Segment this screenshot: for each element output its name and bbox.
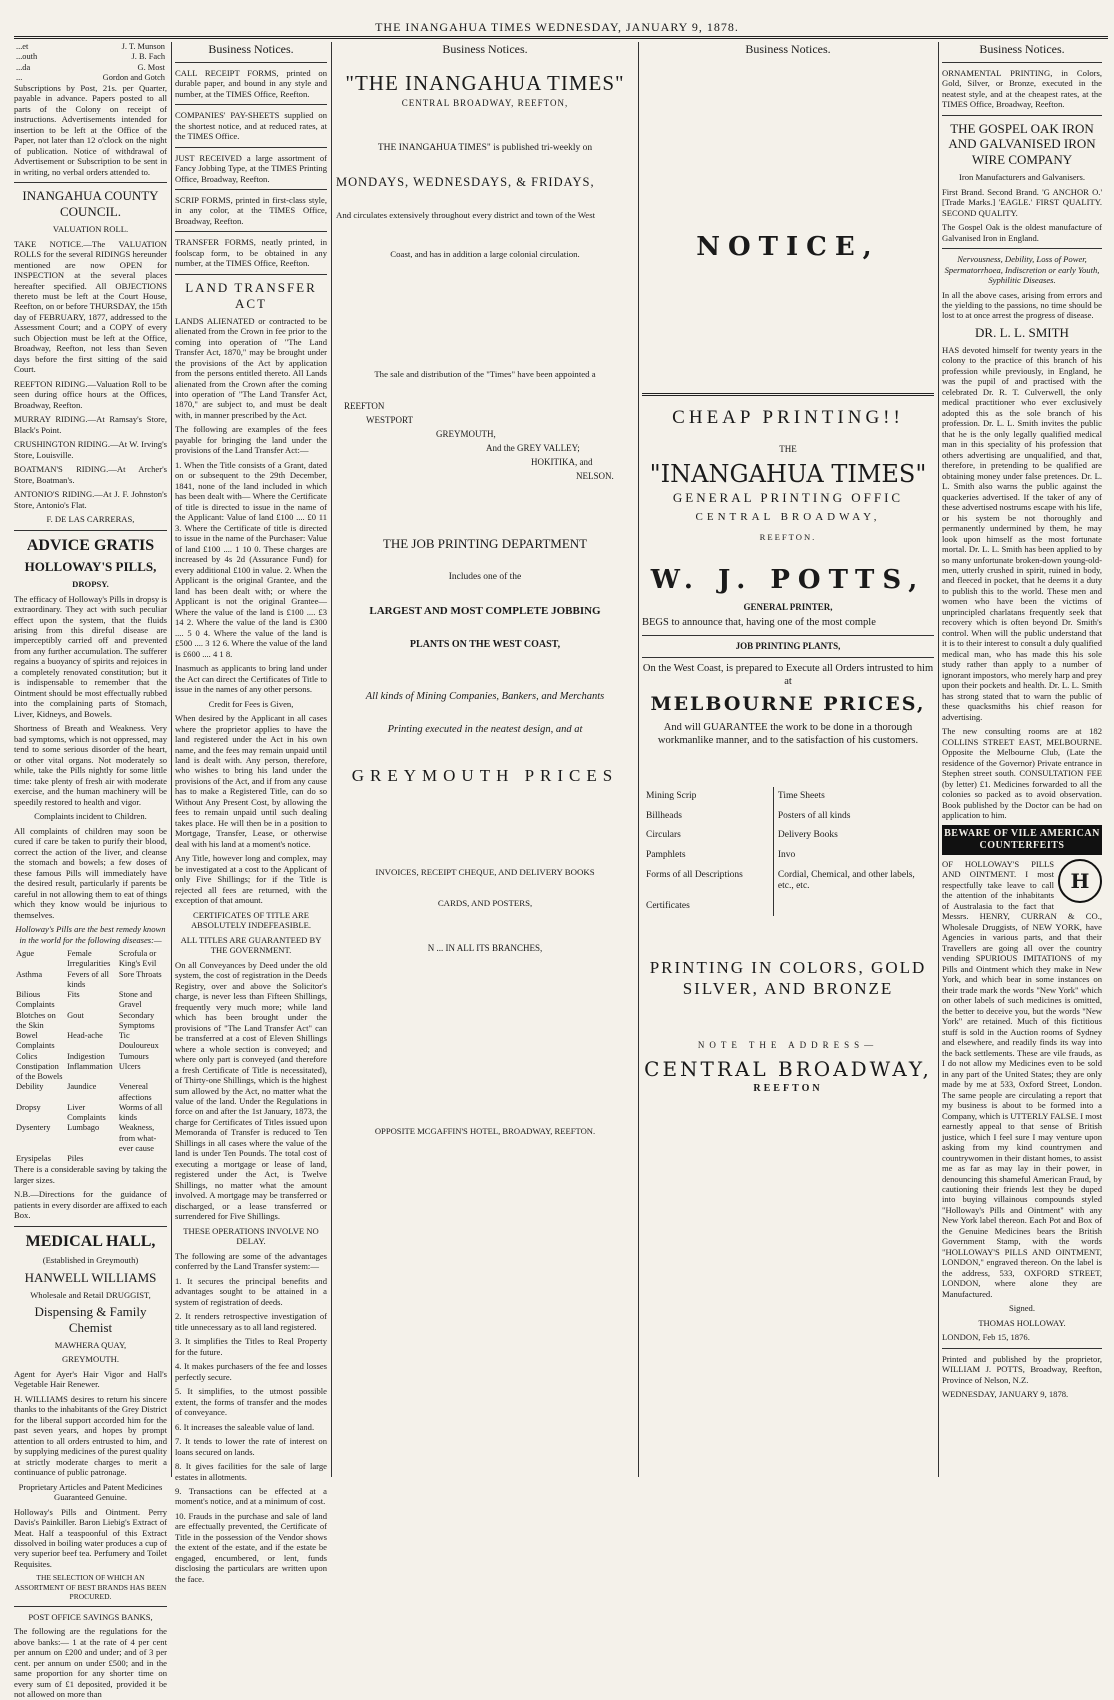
note-address: NOTE THE ADDRESS— bbox=[697, 1039, 879, 1050]
disease-cell: Scrofula or King's Evil bbox=[118, 949, 157, 969]
table-row bbox=[14, 949, 167, 970]
hanwell-name: HANWELL WILLIAMS bbox=[24, 1269, 157, 1285]
fees-intro: The following are examples of the fees payable for bringing the land under the provisions of the Land Transfer Act:— bbox=[175, 424, 327, 456]
masthead: THE INANGAHUA TIMES WEDNESDAY, JANUARY 9, 1878. bbox=[375, 20, 739, 34]
disease-cell: Erysipelas bbox=[16, 1154, 51, 1164]
ad-jobbing-type: JUST RECEIVED a large assortment of Fancy Jobbing Type, at the TIMES Printing Office, Broadway, Reefton. bbox=[175, 152, 327, 184]
disease-cell bbox=[117, 1154, 167, 1164]
column-rule bbox=[171, 42, 172, 1477]
greymouth-prices: GREYMOUTH PRICES bbox=[351, 766, 619, 786]
west-coast-line: On the West Coast, is prepared to Execute all Orders intrusted to him at bbox=[642, 662, 934, 687]
riding-item: REEFTON RIDING.—Valuation Roll to be seen during office hours at the Offices, Broadway, Reefton. bbox=[14, 378, 167, 410]
potts-name: W. J. POTTS, bbox=[650, 564, 926, 595]
column-4 bbox=[642, 42, 934, 1477]
disease-cell: Tumours bbox=[118, 1051, 149, 1061]
days-line: MONDAYS, WEDNESDAYS, & FRIDAYS, bbox=[336, 174, 595, 189]
list-item: ... Gordon and Gotch bbox=[16, 72, 165, 82]
column-header: Business Notices. bbox=[979, 42, 1065, 56]
place-item: WESTPORT bbox=[366, 415, 413, 426]
divider bbox=[175, 231, 327, 232]
table-row bbox=[14, 1103, 167, 1124]
savings-text: The following are the regulations for the above banks:— 1 at the rate of 4 per cent per annum on £200 and under; and of 3 per cent. per annum on under £500; and in the same proportion for any shorter time on every sum of £1 deposited, provided it be not allowed on more than bbox=[14, 1626, 167, 1700]
reefton-footer: REEFTON bbox=[753, 1083, 823, 1095]
disease-cell: Bowel Complaints bbox=[16, 1031, 55, 1051]
begs-line: BEGS to announce that, having one of the most comple bbox=[642, 617, 876, 629]
operations-list bbox=[175, 1276, 327, 1585]
divider bbox=[14, 1226, 167, 1227]
coast-line: Coast, and has in addition a large colonial circulation. bbox=[390, 248, 580, 259]
colors-heading: PRINTING IN COLORS, GOLD SILVER, AND BRONZE bbox=[649, 958, 927, 999]
table-row bbox=[14, 990, 167, 1011]
table-row: Certificates bbox=[642, 897, 934, 917]
saving-note: There is a considerable saving by taking the larger sizes. bbox=[14, 1164, 167, 1185]
disease-cell: Lumbago bbox=[67, 1123, 100, 1133]
disease-cell: Gout bbox=[67, 1010, 84, 1020]
places-list bbox=[336, 400, 634, 484]
central-broadway: CENTRAL BROADWAY, bbox=[695, 510, 881, 523]
place-item: And the GREY VALLEY; bbox=[486, 443, 580, 453]
list-item: 10. Frauds in the purchase and sale of land are effectually prevented, the Certificate of Title in the possession of the Vendor shows the extent of the estate, and if the estate be engaged, encumbered, or lent, funds disclosing the particulars are written upon the face. bbox=[175, 1510, 327, 1584]
divider bbox=[642, 657, 934, 658]
riding-item: CRUSHINGTON RIDING.—At W. Irving's Store, Louisville. bbox=[14, 439, 167, 460]
kinds-line: All kinds of Mining Companies, Bankers, and Merchants bbox=[365, 690, 605, 702]
cards-line: CARDS, AND POSTERS, bbox=[437, 897, 533, 908]
divider bbox=[14, 530, 167, 531]
disease-cell: Dropsy bbox=[16, 1102, 41, 1112]
table-row: Forms of all Descriptions Cordial, Chemical, and other labels, etc., etc. bbox=[642, 866, 934, 897]
credit-heading: Credit for Fees is Given, bbox=[208, 698, 294, 709]
disease-cell: Bilious Complaints bbox=[16, 990, 55, 1010]
table-row bbox=[14, 1082, 167, 1103]
children-heading: Complaints incident to Children. bbox=[34, 811, 147, 822]
fees-lines: 1. When the Title consists of a Grant, dated on or subsequent to the 29th December, 1841, none of the land included in which has been dealt with— Where the Certificate of title is directed to issue in the name of the Applicant: Value of land £100 .... £0 11 3. Where the Certificate of title is directed to issue in the name of the Purchaser: Value of land £100 .... 1 10 0. These charges are increased by 4s 2d (Assurance Fund) for every additional £100 in value. 2. When the Applicant is the original Grantee, and the land has been dealt with; or where the Applicant is not the original Grantee— Where the value of the land is £100 .... £3 14 2. Where the value of the land is £300 .... 5 0 4. Where the value of the land is £500 .... 3 12 6. Where the value of the land is £600 .... 4 1 8. bbox=[175, 459, 327, 659]
column-rule bbox=[638, 42, 639, 1477]
gospel-note: The Gospel Oak is the oldest manufacture of Galvanised Iron in England. bbox=[942, 222, 1102, 243]
place-item: REEFTON bbox=[344, 401, 385, 412]
table-row bbox=[14, 1052, 167, 1062]
disease-cell: Weakness, from what-ever cause bbox=[118, 1123, 157, 1153]
list-item: 3. It simplifies the Titles to Real Property for the future. bbox=[175, 1336, 327, 1357]
times-name: "INANGAHUA TIMES" bbox=[649, 460, 927, 489]
list-item: 1. It secures the principal benefits and advantages sought to be attained in a system of registration of deeds. bbox=[175, 1275, 327, 1307]
table-row: Mining Scrip Time Sheets bbox=[642, 787, 934, 807]
disease-cell: Piles bbox=[67, 1154, 84, 1164]
disease-cell: Ulcers bbox=[118, 1061, 141, 1071]
dr-smith-text: HAS devoted himself for twenty years in the colony to the practice of this branch of his profession while previously, in England, he was the pupil of and practised with the celebrated Dr. R. T. Culverwell, the only medical practitioner who ever exclusively adopted this as the sole branch of his profession. Dr. L. L. Smith invites the public that he is the only legally qualified medical man in this speciality of his profession that others advertising are unqualified, and that, therefore, in pretending to be qualified are obtaining money under false pretences. Dr. L. L. Smith also warns the public against the quackeries advertised. If the taker of any of these advertised nostrums escape with his life, or his system be not thoroughly and permanently undermined by them, he may look upon himself as the most fortunate mortal. Dr. L. L. Smith has been applied to by so many unfortunate broken-down young-old-men, utterly crushed in spirit, ruined in body, and fleeced in pocket, that he deems it a duty to publish this to the world. These men and women who have been the victims of unprincipled charlatans frequently seek that recovery which is often beyond Dr. Smith's control. When will the public understand that it is to their interest to consult a duly qualified medical man, who has made this his sole study rather than apply to a number of ignorant impostors, who merely harp and prey upon their pockets and health. Dr. L. L. Smith has strong stated that to warn the public of these quacksmiths his chief reason for advertising. bbox=[942, 344, 1102, 722]
table-row: Billheads Posters of all kinds bbox=[642, 807, 934, 827]
disease-cell: Dysentery bbox=[16, 1123, 51, 1133]
divider bbox=[175, 147, 327, 148]
sale-line: The sale and distribution of the "Times" have been appointed a bbox=[374, 369, 596, 380]
divider bbox=[942, 115, 1102, 116]
disease-cell: Inflammation bbox=[67, 1061, 113, 1071]
printer-line: GENERAL PRINTER, bbox=[743, 602, 833, 613]
mawhera-line: MAWHERA QUAY, bbox=[54, 1339, 127, 1350]
products-grid bbox=[642, 787, 934, 916]
published-line: THE INANGAHUA TIMES" is published tri-weekly on bbox=[377, 143, 593, 154]
disease-cell: Head-ache bbox=[67, 1031, 103, 1041]
subscription-text: Subscriptions by Post, 21s. per Quarter, payable in advance. Papers posted to all parts of the Colony on receipt of instructions. Advertisements intended for insertion to be left at the Office of the Paper, not later than 12 o'clock on the night of publication. Notice of withdrawal of Advertisement or Subscription to be sent in in writing, no verbal orders attended to. bbox=[14, 83, 167, 177]
central-broadway-footer: CENTRAL BROADWAY, bbox=[644, 1056, 932, 1081]
disease-cell: Indigestion bbox=[67, 1051, 105, 1061]
includes-line: Includes one of the bbox=[448, 571, 522, 582]
disease-cell: Female Irregularities bbox=[67, 949, 111, 969]
times-title: "THE INANGAHUA TIMES" bbox=[345, 70, 625, 95]
opposite-line: OPPOSITE MCGAFFIN'S HOTEL, BROADWAY, REEFTON. bbox=[374, 1125, 596, 1136]
ornamental-ad: ORNAMENTAL PRINTING, in Colors, Gold, Silver, or Bronze, executed in the neatest style, and at the cheapest rates, at the TIMES Office, Broadway, Reefton. bbox=[942, 67, 1102, 110]
job-plants-line: JOB PRINTING PLANTS, bbox=[735, 640, 841, 651]
list-item: ...outh J. B. Fach bbox=[16, 52, 165, 62]
reefton-line: REEFTON. bbox=[759, 532, 817, 543]
column-rule bbox=[331, 42, 332, 1477]
ad-call-receipt: CALL RECEIPT FORMS, printed on durable paper, and bound in any style and number, at the TIMES Office, Reefton. bbox=[175, 67, 327, 99]
diseases-table bbox=[14, 949, 167, 1164]
divider bbox=[14, 1606, 167, 1607]
divider bbox=[175, 274, 327, 275]
council-heading: INANGAHUA COUNTY COUNCIL. bbox=[22, 188, 159, 220]
place-item: HOKITIKA, and bbox=[531, 456, 593, 467]
established-note: (Established in Greymouth) bbox=[42, 1255, 139, 1266]
children-text: All complaints of children may soon be cured if care be taken to purify their blood, correct the action of the liver, and cleanse the stomach and bowels; a few doses of these famous Pills will immediately have the desired result, particularly if parents be careful in not allowing them to eat of things which they know would be injurious to themselves. bbox=[14, 825, 167, 920]
selection-line: THE SELECTION OF WHICH AN ASSORTMENT OF BEST BRANDS HAS BEEN PROCURED. bbox=[14, 1573, 167, 1601]
wholesale-line: Wholesale and Retail DRUGGIST, bbox=[30, 1289, 151, 1300]
disease-cell: Jaundice bbox=[67, 1082, 97, 1092]
certificates-heading: CERTIFICATES OF TITLE ARE ABSOLUTELY INDEFEASIBLE. bbox=[190, 909, 312, 931]
column-3 bbox=[336, 42, 634, 1477]
nervous-text: In all the above cases, arising from errors and the yielding to the passions, no time should be lost to at once arrest the progress of disease. bbox=[942, 289, 1102, 321]
cheap-printing-heading: CHEAP PRINTING!! bbox=[672, 407, 904, 429]
table-row bbox=[14, 1031, 167, 1052]
remedy-heading: Holloway's Pills are the best remedy known in the world for the following diseases:— bbox=[15, 924, 166, 945]
list-item: 5. It simplifies, to the utmost possible extent, the forms of transfer and the modes of conveyance. bbox=[175, 1386, 327, 1418]
land-transfer-text: LANDS ALIENATED or contracted to be alienated from the Crown in fee prior to the coming into operation of "The Land Transfer Act, 1870," may be brought under the provisions of the Act by application from the persons entitled thereto. All Lands alienated from the Crown after the coming into operation of "The Land Transfer Act, 1870," are subject to, and must be dealt with, in manner prescribed by the Act. bbox=[175, 315, 327, 420]
advice-heading: ADVICE GRATIS bbox=[26, 536, 155, 554]
melbourne-prices: MELBOURNE PRICES, bbox=[650, 692, 926, 715]
divider bbox=[642, 635, 934, 636]
job-department-heading: THE JOB PRINTING DEPARTMENT bbox=[382, 535, 588, 551]
list-item: 7. It tends to lower the rate of interest on loans secured on lands. bbox=[175, 1436, 327, 1457]
list-item: 6. It increases the saleable value of land. bbox=[175, 1421, 315, 1432]
ad-pay-sheets: COMPANIES' PAY-SHEETS supplied on the shortest notice, and at reduced rates, at the TIMES Office. bbox=[175, 110, 327, 142]
gospel-oak-heading: THE GOSPEL OAK IRON AND GALVANISED IRON WIRE COMPANY bbox=[948, 120, 1096, 168]
list-item: ...da G. Most bbox=[16, 62, 165, 72]
table-row: Circulars Delivery Books bbox=[642, 826, 934, 846]
list-item: 9. Transactions can be effected at a moment's notice, and at a minimum of cost. bbox=[175, 1485, 327, 1507]
divider bbox=[175, 189, 327, 190]
valuation-text: TAKE NOTICE.—The VALUATION ROLLS for the several RIDINGS hereunder mentioned are now OPEN for INSPECTION at the several places hereafter specified. All OBJECTIONS thereto must be left at the Court House, Reefton, on or before THURSDAY, the 15th day of FEBRUARY, 1877, addressed to the Assessment Court; and a COPY of every such Objection must be left at the Office, Broadway, Reefton, not less than Seven days before the first sitting of the said Court. bbox=[14, 238, 167, 375]
column-header: Business Notices. bbox=[442, 42, 528, 56]
imprint: Printed and published by the proprietor, WILLIAM J. POTTS, Broadway, Reefton, Province of Nelson, N.Z. bbox=[942, 1353, 1102, 1385]
divider bbox=[942, 62, 1102, 63]
guarantee-line: And will GUARANTEE the work to be done in a thorough workmanlike manner, and to the satisfaction of his customers. bbox=[657, 721, 919, 746]
the-line: THE bbox=[779, 443, 797, 454]
list-item: 4. It makes purchasers of the fee and losses perfectly secure. bbox=[175, 1361, 327, 1382]
disease-cell: Tic Douloureux bbox=[118, 1031, 159, 1051]
disease-cell: Venereal affections bbox=[118, 1082, 152, 1102]
agents-list bbox=[14, 42, 167, 83]
disease-cell: Stone and Gravel bbox=[118, 990, 153, 1010]
printing-line: Printing executed in the neatest design, and at bbox=[387, 723, 583, 735]
disease-cell: Blotches on the Skin bbox=[16, 1010, 56, 1030]
proprietary-line: Proprietary Articles and Patent Medicines Guaranteed Genuine. bbox=[18, 1481, 163, 1503]
holloway-seal-icon: H bbox=[1058, 859, 1102, 903]
plants-line: PLANTS ON THE WEST COAST, bbox=[409, 638, 561, 650]
divider bbox=[942, 248, 1102, 249]
divider bbox=[14, 182, 167, 183]
holloway-signature: THOMAS HOLLOWAY. bbox=[978, 1317, 1066, 1328]
disease-cell: Ague bbox=[16, 949, 35, 959]
agent-line: Agent for Ayer's Hair Vigor and Hall's Vegetable Hair Renewer. bbox=[14, 1368, 167, 1390]
breath-text: Shortness of Breath and Weakness. Very bad symptoms, which is not oppressed, may tend to some serious disorder of the heart, or other vital organs. Not moderately so while, take the Pills nightly for some little time: take plenty of fresh air with moderate exercise, and the human machinery will be speedily restored to health and vigor. bbox=[14, 723, 167, 807]
disease-cell: Sore Throats bbox=[118, 969, 162, 979]
column-header: Business Notices. bbox=[745, 42, 831, 56]
dropsy-heading: DROPSY. bbox=[72, 579, 109, 590]
dropsy-text: The efficacy of Holloway's Pills in dropsy is extraordinary. They act with such peculiar effect upon the system, that the fluids arising from this direful disease are imperceptibly carried off and prevented from any further accumulation. The sufferer regains a buoyancy of spirits and rejoices in a completely renovated constitution; but it is indispensable to remember that the Ointment should be most effectually rubbed into the complaining parts of Stomach, Liver, Kidneys, and Bowels. bbox=[14, 593, 167, 719]
gospel-sub: Iron Manufacturers and Galvanisers. bbox=[959, 172, 1085, 183]
london-date: LONDON, Feb 15, 1876. bbox=[942, 1332, 1030, 1343]
disease-cell: Liver Complaints bbox=[67, 1102, 106, 1123]
riding-item: BOATMAN'S RIDING.—At Archer's Store, Boatman's. bbox=[14, 464, 167, 485]
nb-note: N.B.—Directions for the guidance of patients in every disorder are affixed to each Box. bbox=[14, 1189, 167, 1221]
disease-cell: Fits bbox=[67, 990, 80, 1000]
medical-hall-heading: MEDICAL HALL, bbox=[25, 1232, 156, 1250]
valuation-heading: VALUATION ROLL. bbox=[52, 224, 129, 235]
list-item: 2. It renders retrospective investigation of title unnecessary as to all land registered. bbox=[175, 1311, 327, 1332]
table-row bbox=[14, 970, 167, 991]
list-item: ...et J. T. Munson bbox=[16, 42, 165, 51]
column-1 bbox=[14, 42, 167, 1700]
any-title-text: Any Title, however long and complex, may be investigated at a cost to the Applicant of only Five Shillings; for if the Title is rejected all fees are returned, with the exception of that amount. bbox=[175, 853, 327, 906]
beware-banner: BEWARE OF VILE AMERICAN COUNTERFEITS bbox=[942, 825, 1102, 855]
largest-line: LARGEST AND MOST COMPLETE JOBBING bbox=[369, 605, 601, 618]
consulting-text: The new consulting rooms are at 182 COLLINS STREET EAST, MELBOURNE. Opposite the Melbourne Club, (Late the residence of the Governor) Private entrance in Stephen street south. CONSULTATION FEE (by letter) £1. Medicines forwarded to all the colonies so packed as to avoid observation. Book published by the Doctor can be had on application to him. bbox=[942, 726, 1102, 821]
list-item: 8. It gives facilities for the sale of large estates in allotments. bbox=[175, 1461, 327, 1482]
holloway-heading: HOLLOWAY'S PILLS, bbox=[24, 559, 157, 575]
disease-cell: Fevers of all kinds bbox=[67, 969, 109, 989]
gospel-brands: First Brand. Second Brand. 'G ANCHOR O.' [Trade Marks.] 'EAGLE.' FIRST QUALITY. SECOND QUALITY. bbox=[942, 186, 1102, 218]
inasmuch-text: Inasmuch as applicants to bring land under the Act can direct the Certificates of Title to issue in the names of any other persons. bbox=[175, 663, 327, 695]
savings-heading: POST OFFICE SAVINGS BANKS, bbox=[28, 1611, 153, 1622]
imprint-date: WEDNESDAY, JANUARY 9, 1878. bbox=[942, 1389, 1069, 1400]
masthead-rule bbox=[14, 36, 1108, 39]
williams-text: H. WILLIAMS desires to return his sincere thanks to the inhabitants of the Grey District for the liberal support accorded him for the past seven years, and hopes by prompt attention to all orders entrusted to him, and by supplying medicines of the purest quality at strictly moderate charges to merit a continuance of public patronage. bbox=[14, 1393, 167, 1478]
column-rule bbox=[938, 42, 939, 1477]
disease-cell: Worms of all kinds bbox=[118, 1102, 163, 1123]
column-2 bbox=[175, 42, 327, 1584]
divider bbox=[175, 62, 327, 63]
nervous-heading: Nervousness, Debility, Loss of Power, Spermatorrhoea, Indiscretion or early Youth, Syphilitic Diseases. bbox=[944, 254, 1100, 286]
table-row: Pamphlets Invo bbox=[642, 846, 934, 866]
column-header: Business Notices. bbox=[208, 42, 294, 56]
signature: F. DE LAS CARRERAS, bbox=[46, 514, 135, 525]
table-row bbox=[14, 1154, 167, 1164]
guarantee-text: On all Conveyances by Deed under the old system, the cost of registration in the Deeds Registry, over and above the Solicitor's charge, is never less than Fifteen Shillings, frequently very much more; while land which has been brought under the provisions of "The Land Transfer Act" can be transferred at a cost of Eleven Shillings where a whole section is conveyed; and where only part is conveyed (and therefore a fresh Certificate of Title is necessitated), of Thirty-one Shillings, which is the highest sum allowed by the Act, no matter what the value of the land. Under the Regulations in force on and after the 1st January, 1873, the charge for Certificates of Titles issued upon Memoranda of Transfer is reduced to Ten Shillings in all cases where the value of the land is under Ten Pounds. The total cost of executing a mortgage or lease of land, registered under the Act, is Twelve Shillings, no matter what the amount involved. A mortgage may be transferred or discharged, or a lease transferred or surrendered for Five Shillings. bbox=[175, 959, 327, 1222]
divider bbox=[642, 393, 934, 396]
invoices-line: INVOICES, RECEIPT CHEQUE, AND DELIVERY BOOKS bbox=[375, 867, 595, 878]
disease-cell: Colics bbox=[16, 1051, 38, 1061]
operations-intro: The following are some of the advantages conferred by the Land Transfer system:— bbox=[175, 1250, 327, 1272]
riding-item: ANTONIO'S RIDING.—At J. F. Johnston's Store, Antonio's Flat. bbox=[14, 489, 167, 510]
counterfeit-text: OF HOLLOWAY'S PILLS AND OINTMENT. I most respectfully take leave to call the attention of the inhabitants of Australasia to the fact that Messrs. HENRY, CURRAN & CO., Wholesale Druggists, of NEW YORK, have Agencies in various parts, and that their Travellers are going all over the country vending SPURIOUS IMITATIONS of my Pills and Ointment which they make in New York, and which bear in some instances on their trade mark the words "New York" which on other labels of such medicines is omitted, the better to deceive you, but the words "New York" are retained. Much of this fictitious stuff is sold in the Auction rooms of Sydney and elsewhere, and readily finds its way into the back settlements. These are vile frauds, as I do not allow my Medicines even to be sold in any part of the United States; they are only made by me at 533, Oxford Street, London. The same people are circulating a report that my business is about to be formed into a Company, which is UTTERLY FALSE. I most earnestly appeal to that sense of British justice, which I feel sure I may venture upon asking from my kind countrymen and countrywomen in their distant homes, to assist me as far as may lay in their power, in denouncing this shameful American Fraud, by cautioning their friends lest they be duped into buying villainous compounds styled "Holloway's Pills and Ointment" with any New York label thereon. Each Pot and Box of the Genuine Medicines bears the British Government Stamp, with the words "HOLLOWAY'S PILLS AND OINTMENT, LONDON," engraved thereon. On the label is the address, 533, OXFORD STREET, LONDON, where alone they are Manufactured. bbox=[942, 858, 1102, 1299]
place-item: NELSON. bbox=[576, 470, 614, 481]
times-address: CENTRAL BROADWAY, REEFTON, bbox=[401, 98, 569, 109]
chemist-line: Dispensing & Family Chemist bbox=[34, 1304, 147, 1335]
divider bbox=[175, 104, 327, 105]
riding-item: MURRAY RIDING.—At Ramsay's Store, Black's Point. bbox=[14, 414, 167, 435]
ad-scrip-forms: SCRIP FORMS, printed in first-class style, in any color, at the TIMES Office, Broadway, Reefton. bbox=[175, 194, 327, 226]
branches-line: N ... IN ALL ITS BRANCHES, bbox=[427, 942, 543, 953]
land-transfer-heading: LAND TRANSFER ACT bbox=[185, 279, 317, 311]
guarantee-heading: ALL TITLES ARE GUARANTEED BY THE GOVERNMENT. bbox=[180, 934, 322, 956]
disease-cell: Constipation of the Bowels bbox=[16, 1061, 63, 1082]
table-row bbox=[14, 1123, 167, 1154]
operations-heading: THESE OPERATIONS INVOLVE NO DELAY. bbox=[183, 1225, 319, 1247]
table-row bbox=[14, 1062, 167, 1083]
disease-cell: Debility bbox=[16, 1082, 44, 1092]
table-row bbox=[14, 1011, 167, 1032]
place-item: GREYMOUTH, bbox=[436, 429, 496, 440]
column-5 bbox=[942, 42, 1102, 1477]
greymouth-line: GREYMOUTH. bbox=[61, 1354, 120, 1365]
divider bbox=[942, 1348, 1102, 1349]
dr-smith-heading: DR. L. L. SMITH bbox=[975, 324, 1069, 340]
notice-heading: NOTICE, bbox=[696, 231, 880, 262]
general-printing-office: GENERAL PRINTING OFFIC bbox=[672, 489, 904, 505]
ad-transfer-forms: TRANSFER FORMS, neatly printed, in foolscap form, to be obtained in any number, at the TIMES Office, Reefton. bbox=[175, 237, 327, 269]
circulates-line: And circulates extensively throughout every district and town of the West bbox=[336, 210, 596, 221]
disease-cell: Secondary Symptoms bbox=[118, 1010, 155, 1030]
disease-cell: Asthma bbox=[16, 969, 43, 979]
signed-line: Signed. bbox=[1008, 1303, 1036, 1314]
credit-text: When desired by the Applicant in all cases where the proprietor applies to have the land registered under the Act in his own name, and the fees may remain unpaid until land is dealt with. Any person, therefore, who wishes to bring his land under the provisions of the Act, and if from any cause has to make a Registered Title, can do so Without Any Present Cost, by allowing the fees to remain unpaid until such dealing takes place. He will then be in a position to Mortgage, Transfer, Lease, or otherwise deal with his land at a moment's notice. bbox=[175, 713, 327, 849]
products-list: Holloway's Pills and Ointment. Perry Davis's Painkiller. Baron Liebig's Extract of Meat. Half a teaspoonful of this Extract dissolved in boiling water produces a cup of very superior beef tea. Perfumery and Toilet Requisites. bbox=[14, 1506, 167, 1569]
